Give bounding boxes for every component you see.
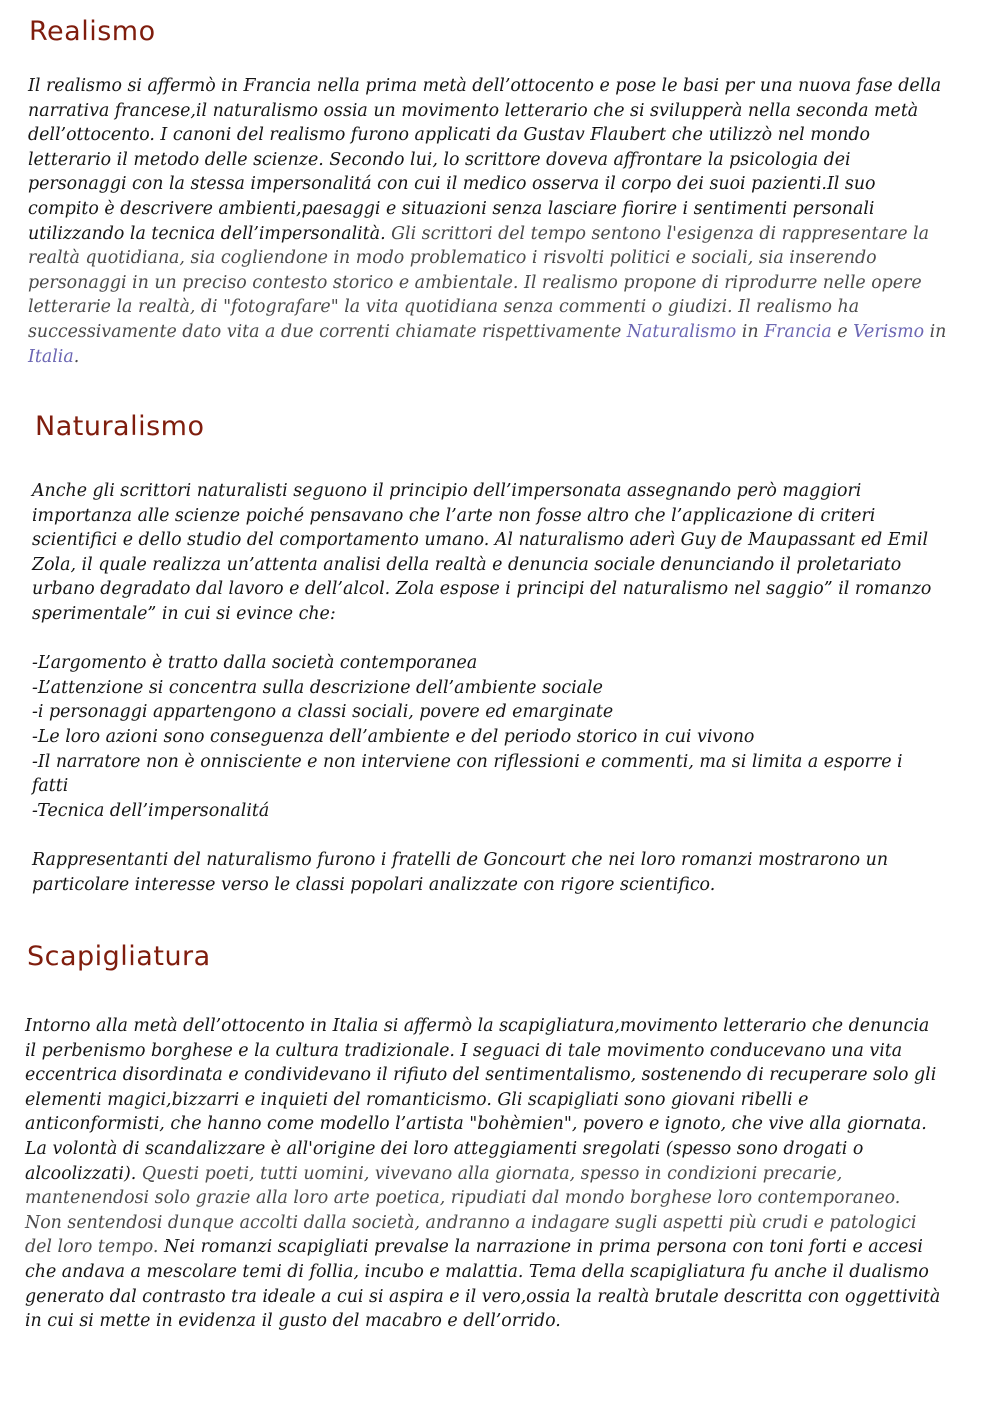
text-line: compito è descrivere ambienti,paesaggi e situazioni senza lasciare fiorire i sentimenti personali bbox=[28, 198, 875, 219]
text-line: importanza alle scienze poiché pensavano che l’arte non fosse altro che l’applicazione di criteri bbox=[32, 505, 876, 526]
text-line: il perbenismo borghese e la cultura tradizionale. I seguaci di tale movimento conducevano una vita bbox=[25, 1040, 903, 1061]
text-line: narrativa francese,il naturalismo ossia un movimento letterario che si svilupperà nella seconda metà bbox=[28, 100, 919, 121]
text-line: anticonformisti, che hanno come modello l’artista "bohèmien", povero e ignoto, che vive alla giornata. bbox=[25, 1114, 927, 1135]
heading-naturalismo: Naturalismo bbox=[35, 411, 205, 442]
text-line-grey: Non sentendosi dunque accolti dalla società, andranno a indagare sugli aspetti più crudi e patologici bbox=[25, 1212, 917, 1233]
text-segment: successivamente dato vita a due correnti chiamate rispettivamente bbox=[28, 321, 627, 342]
text-line: generato dal contrasto tra ideale a cui si aspira e il vero,ossia la realtà brutale descritta con oggettività bbox=[25, 1286, 941, 1307]
text-segment: in bbox=[736, 321, 765, 342]
text-line bbox=[25, 1162, 990, 1187]
text-line-with-links bbox=[28, 345, 988, 370]
link-verismo[interactable]: Verismo bbox=[853, 321, 925, 342]
link-naturalismo[interactable]: Naturalismo bbox=[626, 321, 737, 342]
text-line-with-links bbox=[28, 320, 988, 345]
text-segment: in bbox=[924, 321, 947, 342]
text-line: eccentrica disordinata e condividevano il rifiuto del sentimentalismo, sostenendo di recuperare solo gli bbox=[25, 1065, 937, 1086]
heading-scapigliatura: Scapigliatura bbox=[27, 941, 211, 972]
text-line: Anche gli scrittori naturalisti seguono il principio dell’impersonata assegnando però maggiori bbox=[32, 481, 862, 501]
list-item: -Le loro azioni sono conseguenza dell’ambiente e del periodo storico in cui vivono bbox=[32, 726, 755, 747]
link-italia[interactable]: Italia bbox=[28, 346, 74, 367]
list-item: -Il narratore non è onnisciente e non interviene con riflessioni e commenti, ma si limita a esporre i bbox=[32, 751, 903, 772]
text-line bbox=[28, 222, 988, 247]
text-line: sperimentale” in cui si evince che: bbox=[32, 603, 336, 624]
text-line-grey: mantenendosi solo grazie alla loro arte poetica, ripudiati dal mondo borghese loro contemporaneo. bbox=[25, 1188, 901, 1209]
text-line: che andava a mescolare temi di follia, incubo e malattia. Tema della scapigliatura fu anche il dualismo bbox=[25, 1261, 929, 1282]
text-line: La volontà di scandalizzare è all'origine dei loro atteggiamenti sregolati (spesso sono drogati o bbox=[25, 1138, 864, 1159]
text-segment: . bbox=[73, 346, 80, 367]
list-item: fatti bbox=[32, 776, 69, 797]
text-line: Zola, il quale realizza un’attenta analisi della realtà e denuncia sociale denunciando il proletariato bbox=[32, 554, 902, 575]
blank-line bbox=[32, 627, 987, 652]
text-line-grey: letterarie la realtà, di "fotografare" la vita quotidiana senza commenti o giudizi. Il realismo ha bbox=[28, 297, 860, 318]
text-segment: utilizzando la tecnica dell’impersonalità. bbox=[28, 223, 392, 244]
text-segment-grey: Questi poeti, tutti uomini, vivevano alla giornata, spesso in condizioni precarie, bbox=[141, 1163, 843, 1184]
text-line: dell’ottocento. I canoni del realismo furono applicati da Gustav Flaubert che utilizzò nel mondo bbox=[28, 125, 870, 146]
text-line: Rappresentanti del naturalismo furono i fratelli de Goncourt che nei loro romanzi mostrarono un bbox=[32, 849, 889, 870]
text-line-grey: personaggi in un preciso contesto storico e ambientale. Il realismo propone di riprodurre nelle opere bbox=[28, 272, 922, 293]
list-item: -L’argomento è tratto dalla società contemporanea bbox=[32, 653, 478, 674]
text-line: letterario il metodo delle scienze. Secondo lui, lo scrittore doveva affrontare la psicologia dei bbox=[28, 149, 851, 170]
heading-realismo: Realismo bbox=[29, 16, 156, 47]
text-line bbox=[25, 1235, 990, 1260]
text-segment-grey: del loro tempo. bbox=[25, 1237, 164, 1258]
text-segment: e bbox=[831, 321, 854, 342]
list-item: -Tecnica dell’impersonalitá bbox=[32, 800, 270, 821]
text-line: Intorno alla metà dell’ottocento in Italia si affermò la scapigliatura,movimento letterario che denuncia bbox=[25, 1016, 930, 1036]
link-francia[interactable]: Francia bbox=[764, 321, 832, 342]
text-line: elementi magici,bizzarri e inquieti del romanticismo. Gli scapigliati sono giovani ribelli e bbox=[25, 1089, 809, 1110]
text-line: scientifici e dello studio del comportamento umano. Al naturalismo aderì Guy de Maupassant ed Emil bbox=[32, 530, 929, 551]
list-item: -L’attenzione si concentra sulla descrizione dell’ambiente sociale bbox=[32, 677, 603, 698]
text-segment-grey: Gli scrittori del tempo sentono l'esigenza di rappresentare la bbox=[391, 223, 929, 244]
text-line: in cui si mette in evidenza il gusto del macabro e dell’orrido. bbox=[25, 1311, 561, 1332]
paragraph-scapigliatura bbox=[25, 1014, 990, 1334]
list-item: -i personaggi appartengono a classi sociali, povere ed emarginate bbox=[32, 702, 614, 723]
text-line: Il realismo si affermò in Francia nella prima metà dell’ottocento e pose le basi per una nuova fase della bbox=[28, 76, 942, 96]
paragraph-naturalismo bbox=[32, 479, 987, 897]
paragraph-realismo bbox=[28, 74, 988, 369]
text-line-grey: realtà quotidiana, sia cogliendone in modo problematico i risvolti politici e sociali, sia inserendo bbox=[28, 248, 877, 269]
text-line: personaggi con la stessa impersonalitá con cui il medico osserva il corpo dei suoi pazienti.Il suo bbox=[28, 174, 876, 195]
text-line: urbano degradato dal lavoro e dell’alcol. Zola espose i principi del naturalismo nel saggio” il romanzo bbox=[32, 579, 932, 600]
blank-line bbox=[32, 823, 987, 848]
text-line: particolare interesse verso le classi popolari analizzate con rigore scientifico. bbox=[32, 874, 716, 895]
text-segment: alcoolizzati). bbox=[25, 1163, 142, 1184]
text-segment: Nei romanzi scapigliati prevalse la narrazione in prima persona con toni forti e accesi bbox=[163, 1237, 923, 1258]
